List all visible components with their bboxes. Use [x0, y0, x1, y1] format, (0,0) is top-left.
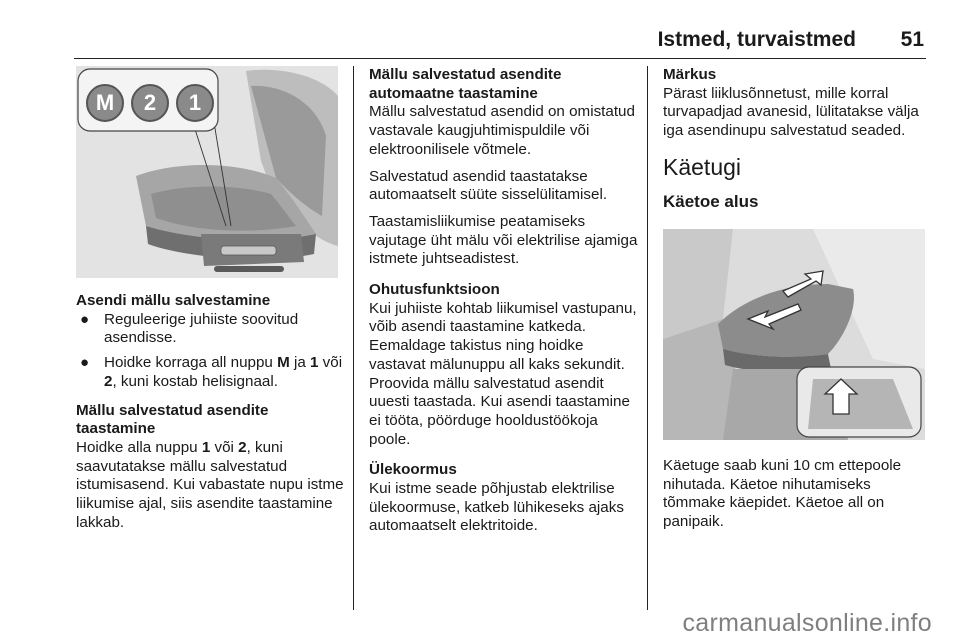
bullet-item — [76, 311, 346, 348]
armrest-drawing — [663, 229, 925, 440]
bullet-bold: M — [277, 354, 290, 372]
paragraph: Kui istme seade põhjustab elektrilise ülekoormuse, katkeb lühikeseks ajaks automaatselt elektritoide. — [369, 480, 624, 535]
memory-button-2: 2 — [131, 84, 169, 122]
text-run: Hoidke alla nuppu — [76, 438, 202, 456]
watermark: carmanualsonline.info — [682, 609, 932, 637]
heading-safety-function: Ohutusfunktsioon — [369, 281, 500, 299]
heading-overload: Ülekoormus — [369, 461, 457, 479]
bullet-text: , kuni kostab helisignaal. — [112, 372, 278, 390]
bullet-text: või — [318, 354, 343, 372]
bullet-dot-icon: ● — [80, 354, 90, 372]
paragraph: Mällu salvestatud asendid on omistatud vastavale kaugjuhtimispuldile või elektroonilisele võtmele. — [369, 103, 635, 158]
page-number: 51 — [900, 28, 924, 51]
heading-save-position: Asendi mällu salvestamine — [76, 292, 271, 309]
bullet-bold: 2 — [104, 372, 113, 390]
heading-restore-positions: Mällu salvestatud asendite taastamine — [76, 401, 269, 438]
armrest-paragraph: Käetuge saab kuni 10 cm ettepoole nihutada. Käetoe nihutamiseks tõmmake käepidet. Käetoe all on panipaik. — [663, 457, 902, 531]
seat-memory-illustration — [76, 66, 338, 278]
bullet-dot-icon: ● — [80, 310, 90, 328]
text-bold: 2 — [238, 438, 247, 456]
text-bold: 1 — [201, 438, 211, 456]
note-title: Märkus — [663, 66, 717, 83]
text-run: või — [210, 438, 239, 456]
text-run: , kuni saavutatakse mällu salvestatud istumisasend. Kui vabastate nupu istme liikumise ajal, siis asendite taastamine lakkab. — [76, 438, 344, 531]
column-3-bottom-text — [663, 457, 928, 532]
armrest-illustration — [663, 229, 925, 440]
paragraph: Salvestatud asendid taastatakse automaatselt süüte sisselülitamisel. — [369, 167, 608, 204]
memory-button-1: 1 — [176, 84, 214, 122]
column-1-text — [76, 292, 346, 532]
column-divider — [353, 66, 354, 610]
bullet-text: Hoidke korraga all nuppu — [104, 354, 278, 372]
bullet-bold: 1 — [310, 354, 319, 372]
paragraph: Kui juhiiste kohtab liikumisel vastupanu, võib asendi taastamine katkeda. Eemaldage takistus ning hoidke vastavat mälunuppu all kaks sekundit. Proovida mällu salvestatud asendit uuesti taastada. Kui asendi taastamine ei tööta, pöörduge hooldustöökoja poole. — [369, 299, 637, 448]
bullet-text: Reguleerige juhiiste soovitud asendisse. — [104, 310, 299, 347]
bullet-text: ja — [289, 354, 310, 372]
page-title: Istmed, turvaistmed — [657, 28, 856, 51]
page-header — [74, 24, 926, 59]
paragraph: Taastamisliikumise peatamiseks vajutage üht mälu või elektrilise ajamiga istmete juhtseadistest. — [369, 212, 638, 268]
memory-button-m: M — [86, 84, 124, 122]
restore-paragraph — [76, 439, 346, 533]
column-2-text — [369, 66, 639, 536]
bullet-item — [76, 354, 346, 391]
heading-armrest: Käetugi — [663, 153, 742, 180]
heading-auto-restore: Mällu salvestatud asendite automaatne taastamine — [369, 66, 562, 102]
column-3-text — [663, 66, 928, 213]
column-divider — [647, 66, 648, 610]
heading-armrest-base: Käetoe alus — [663, 191, 759, 211]
note-text: Pärast liiklusõnnetust, mille korral turvapadjad avanesid, lülitatakse välja iga asendinupu salvestatud seaded. — [663, 84, 919, 140]
